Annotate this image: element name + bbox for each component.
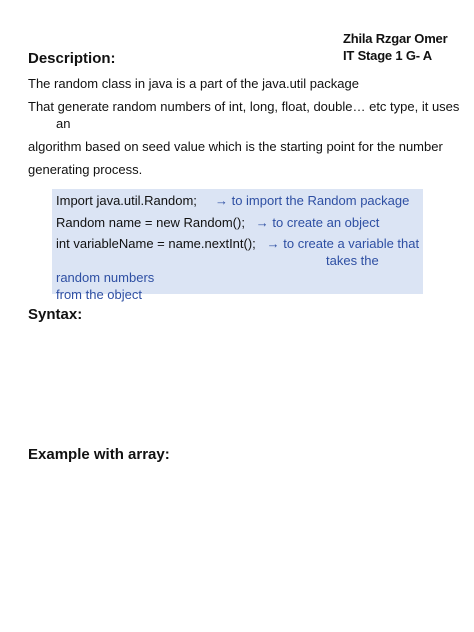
- description-line-1: The random class in java is a part of the java.util package: [28, 76, 359, 91]
- author-block: [343, 30, 447, 64]
- code-box: [52, 189, 423, 302]
- code-variable: int variableName = name.nextInt();: [56, 236, 256, 251]
- code-variable-note-wrap-2: random numbers: [56, 270, 155, 285]
- code-variable-note-wrap: takes the: [326, 253, 379, 268]
- code-variable-note: → to create a variable that: [266, 236, 420, 251]
- code-object: Random name = new Random();: [56, 215, 245, 230]
- example-heading: Example with array:: [28, 446, 170, 463]
- code-line-2: [56, 215, 379, 230]
- description-line-2: That generate random numbers of int, long, float, double… etc type, it uses: [28, 99, 460, 114]
- description-line-3: algorithm based on seed value which is the starting point for the number: [28, 139, 443, 154]
- code-import: Import java.util.Random;: [56, 193, 197, 208]
- author-class: IT Stage 1 G- A: [343, 48, 432, 63]
- description-line-2-wrap: an: [56, 116, 71, 131]
- code-object-note: → to create an object: [255, 215, 380, 230]
- code-line-3: [56, 236, 419, 251]
- code-variable-note-wrap-3: from the object: [56, 287, 142, 302]
- description-line-4: generating process.: [28, 162, 143, 177]
- code-import-note: → to import the Random package: [214, 193, 410, 208]
- author-name: Zhila Rzgar Omer: [343, 31, 448, 46]
- syntax-heading: Syntax:: [28, 306, 83, 323]
- description-heading: Description:: [28, 50, 116, 67]
- code-line-1: [56, 193, 409, 208]
